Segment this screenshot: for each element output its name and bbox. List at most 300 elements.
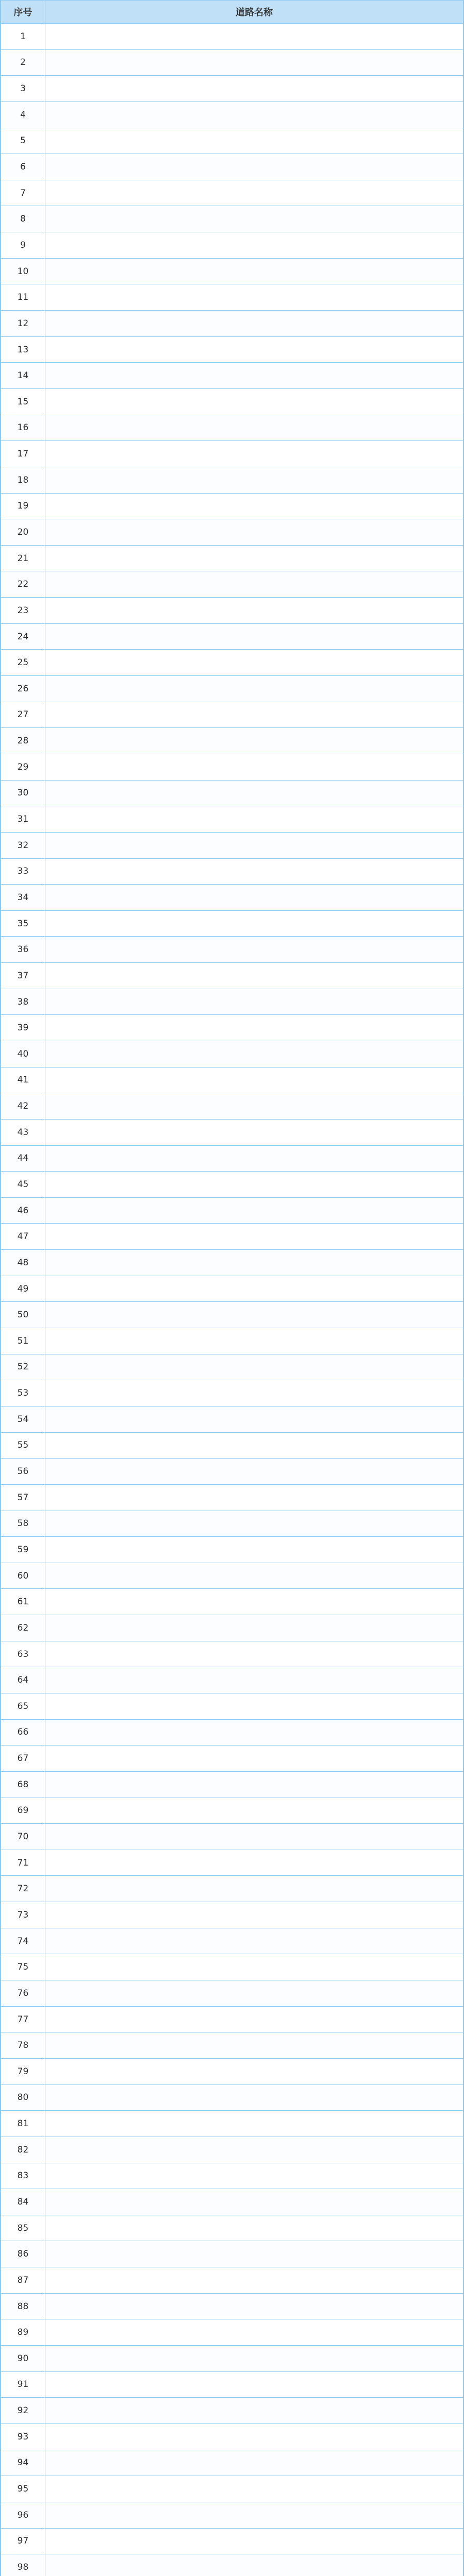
road-name xyxy=(45,2346,463,2372)
row-number: 93 xyxy=(1,2424,45,2450)
row-number: 58 xyxy=(1,1511,45,1537)
table-row xyxy=(1,1589,463,1615)
row-number: 85 xyxy=(1,2215,45,2241)
road-name xyxy=(45,154,463,180)
table-row xyxy=(1,1798,463,1824)
road-name xyxy=(45,2424,463,2450)
road-name xyxy=(45,1380,463,1406)
table-row xyxy=(1,1302,463,1328)
road-name xyxy=(45,1615,463,1641)
table-row xyxy=(1,2111,463,2137)
row-number: 84 xyxy=(1,2189,45,2215)
row-number: 22 xyxy=(1,571,45,598)
road-name xyxy=(45,1197,463,1224)
row-number: 89 xyxy=(1,2319,45,2346)
table-row xyxy=(1,2032,463,2059)
road-name xyxy=(45,1771,463,1798)
road-name xyxy=(45,806,463,833)
road-name xyxy=(45,937,463,963)
road-name xyxy=(45,728,463,754)
road-name xyxy=(45,2084,463,2111)
road-name xyxy=(45,1745,463,1772)
road-name xyxy=(45,415,463,441)
table-row xyxy=(1,1432,463,1459)
road-name xyxy=(45,1798,463,1824)
table-row xyxy=(1,2189,463,2215)
road-name xyxy=(45,1719,463,1745)
row-number: 15 xyxy=(1,388,45,415)
table-row xyxy=(1,284,463,311)
row-number: 52 xyxy=(1,1354,45,1380)
road-name xyxy=(45,1145,463,1172)
road-name xyxy=(45,2215,463,2241)
road-name xyxy=(45,1302,463,1328)
row-number: 4 xyxy=(1,101,45,128)
road-name xyxy=(45,2241,463,2267)
road-name xyxy=(45,493,463,519)
table-row xyxy=(1,806,463,833)
table-row xyxy=(1,1067,463,1093)
row-number: 88 xyxy=(1,2293,45,2319)
row-number: 5 xyxy=(1,128,45,154)
table-row xyxy=(1,1380,463,1406)
table-row xyxy=(1,1459,463,1485)
table-row xyxy=(1,2084,463,2111)
road-name xyxy=(45,1250,463,1276)
road-name xyxy=(45,76,463,102)
row-number: 42 xyxy=(1,1093,45,1120)
row-number: 2 xyxy=(1,49,45,76)
road-name xyxy=(45,2163,463,2189)
row-number: 14 xyxy=(1,363,45,389)
row-number: 98 xyxy=(1,2554,45,2576)
road-name xyxy=(45,1641,463,1667)
row-number: 60 xyxy=(1,1563,45,1589)
road-name xyxy=(45,1980,463,2007)
road-name xyxy=(45,2189,463,2215)
table-row xyxy=(1,2424,463,2450)
road-name xyxy=(45,258,463,284)
row-number: 6 xyxy=(1,154,45,180)
table-body xyxy=(1,24,463,2576)
table-row xyxy=(1,1354,463,1380)
table-row xyxy=(1,2215,463,2241)
road-name xyxy=(45,2554,463,2576)
table-row xyxy=(1,311,463,337)
road-name xyxy=(45,1511,463,1537)
table-row xyxy=(1,363,463,389)
table-row xyxy=(1,49,463,76)
row-number: 92 xyxy=(1,2398,45,2424)
row-number: 37 xyxy=(1,963,45,989)
table-row xyxy=(1,910,463,937)
header-road-name: 道路名称 xyxy=(45,1,463,24)
table-row xyxy=(1,467,463,493)
table-row xyxy=(1,388,463,415)
table-row xyxy=(1,2450,463,2476)
row-number: 45 xyxy=(1,1172,45,1198)
table-row xyxy=(1,2137,463,2163)
row-number: 29 xyxy=(1,754,45,780)
row-number: 72 xyxy=(1,1876,45,1902)
table-row xyxy=(1,1511,463,1537)
header-row xyxy=(1,1,463,24)
table-row xyxy=(1,1172,463,1198)
row-number: 75 xyxy=(1,1954,45,1980)
row-number: 53 xyxy=(1,1380,45,1406)
table-row xyxy=(1,1041,463,1067)
table-row xyxy=(1,101,463,128)
row-number: 80 xyxy=(1,2084,45,2111)
row-number: 21 xyxy=(1,545,45,571)
table-row xyxy=(1,2319,463,2346)
road-name xyxy=(45,1328,463,1354)
road-name xyxy=(45,519,463,546)
row-number: 63 xyxy=(1,1641,45,1667)
road-name xyxy=(45,623,463,650)
road-name xyxy=(45,598,463,624)
row-number: 41 xyxy=(1,1067,45,1093)
road-name xyxy=(45,336,463,363)
table-row xyxy=(1,858,463,885)
road-name xyxy=(45,1119,463,1145)
table-row xyxy=(1,1093,463,1120)
table-row xyxy=(1,2058,463,2084)
road-name xyxy=(45,832,463,858)
road-name xyxy=(45,1459,463,1485)
table-row xyxy=(1,519,463,546)
row-number: 54 xyxy=(1,1406,45,1432)
row-number: 51 xyxy=(1,1328,45,1354)
row-number: 97 xyxy=(1,2528,45,2554)
row-number: 90 xyxy=(1,2346,45,2372)
table-row xyxy=(1,1954,463,1980)
table-row xyxy=(1,1615,463,1641)
road-name xyxy=(45,206,463,232)
table-row xyxy=(1,2476,463,2502)
row-number: 47 xyxy=(1,1224,45,1250)
table-row xyxy=(1,1328,463,1354)
road-name xyxy=(45,284,463,311)
road-name xyxy=(45,2371,463,2398)
road-name xyxy=(45,1693,463,1720)
row-number: 94 xyxy=(1,2450,45,2476)
road-name xyxy=(45,1954,463,1980)
table-row xyxy=(1,2371,463,2398)
row-number: 35 xyxy=(1,910,45,937)
row-number: 16 xyxy=(1,415,45,441)
road-name xyxy=(45,441,463,467)
table-row xyxy=(1,650,463,676)
road-name xyxy=(45,311,463,337)
table-row xyxy=(1,1641,463,1667)
road-name xyxy=(45,1354,463,1380)
row-number: 87 xyxy=(1,2267,45,2294)
table-row xyxy=(1,206,463,232)
road-name xyxy=(45,2006,463,2032)
road-name xyxy=(45,754,463,780)
table-row xyxy=(1,1224,463,1250)
row-number: 31 xyxy=(1,806,45,833)
table-row xyxy=(1,1693,463,1720)
row-number: 64 xyxy=(1,1667,45,1693)
row-number: 50 xyxy=(1,1302,45,1328)
table-row xyxy=(1,1276,463,1302)
table-row xyxy=(1,2554,463,2576)
road-name xyxy=(45,910,463,937)
row-number: 86 xyxy=(1,2241,45,2267)
road-name xyxy=(45,1928,463,1954)
row-number: 1 xyxy=(1,24,45,50)
table-row xyxy=(1,232,463,259)
table-row xyxy=(1,1876,463,1902)
road-table xyxy=(1,0,463,2576)
table-row xyxy=(1,780,463,806)
table-row xyxy=(1,754,463,780)
road-name xyxy=(45,1093,463,1120)
table-row xyxy=(1,1719,463,1745)
road-name xyxy=(45,1902,463,1928)
table-row xyxy=(1,128,463,154)
road-name xyxy=(45,2267,463,2294)
table-row xyxy=(1,545,463,571)
table-row xyxy=(1,728,463,754)
row-number: 78 xyxy=(1,2032,45,2059)
row-number: 30 xyxy=(1,780,45,806)
road-name xyxy=(45,650,463,676)
table-row xyxy=(1,1902,463,1928)
road-name xyxy=(45,1589,463,1615)
row-number: 20 xyxy=(1,519,45,546)
row-number: 23 xyxy=(1,598,45,624)
row-number: 38 xyxy=(1,989,45,1015)
road-name xyxy=(45,1563,463,1589)
road-name xyxy=(45,1015,463,1041)
road-name xyxy=(45,676,463,702)
row-number: 43 xyxy=(1,1119,45,1145)
table-row xyxy=(1,1119,463,1145)
table-row xyxy=(1,1250,463,1276)
table-row xyxy=(1,571,463,598)
table-row xyxy=(1,1771,463,1798)
row-number: 11 xyxy=(1,284,45,311)
road-name xyxy=(45,180,463,206)
row-number: 73 xyxy=(1,1902,45,1928)
table-row xyxy=(1,76,463,102)
row-number: 32 xyxy=(1,832,45,858)
table-row xyxy=(1,2241,463,2267)
row-number: 67 xyxy=(1,1745,45,1772)
road-name xyxy=(45,1041,463,1067)
row-number: 62 xyxy=(1,1615,45,1641)
road-name xyxy=(45,24,463,50)
row-number: 46 xyxy=(1,1197,45,1224)
road-name xyxy=(45,2398,463,2424)
road-name xyxy=(45,467,463,493)
row-number: 18 xyxy=(1,467,45,493)
row-number: 81 xyxy=(1,2111,45,2137)
table-header xyxy=(1,1,463,24)
row-number: 39 xyxy=(1,1015,45,1041)
road-name xyxy=(45,963,463,989)
row-number: 95 xyxy=(1,2476,45,2502)
row-number: 76 xyxy=(1,1980,45,2007)
road-name xyxy=(45,1667,463,1693)
road-name xyxy=(45,2528,463,2554)
road-name xyxy=(45,780,463,806)
table-row xyxy=(1,1824,463,1850)
table-row xyxy=(1,415,463,441)
road-name xyxy=(45,1537,463,1563)
road-name xyxy=(45,571,463,598)
row-number: 55 xyxy=(1,1432,45,1459)
row-number: 17 xyxy=(1,441,45,467)
table-row xyxy=(1,1745,463,1772)
road-name xyxy=(45,1824,463,1850)
row-number: 83 xyxy=(1,2163,45,2189)
row-number: 77 xyxy=(1,2006,45,2032)
road-name xyxy=(45,2137,463,2163)
table-row xyxy=(1,258,463,284)
row-number: 70 xyxy=(1,1824,45,1850)
row-number: 66 xyxy=(1,1719,45,1745)
table-row xyxy=(1,1537,463,1563)
table-row xyxy=(1,963,463,989)
table-row xyxy=(1,180,463,206)
road-name xyxy=(45,2058,463,2084)
row-number: 40 xyxy=(1,1041,45,1067)
row-number: 26 xyxy=(1,676,45,702)
row-number: 12 xyxy=(1,311,45,337)
table-row xyxy=(1,1406,463,1432)
road-name xyxy=(45,49,463,76)
row-number: 96 xyxy=(1,2502,45,2528)
row-number: 49 xyxy=(1,1276,45,1302)
row-number: 9 xyxy=(1,232,45,259)
row-number: 36 xyxy=(1,937,45,963)
row-number: 10 xyxy=(1,258,45,284)
header-number: 序号 xyxy=(1,1,45,24)
row-number: 91 xyxy=(1,2371,45,2398)
road-name xyxy=(45,702,463,728)
road-name xyxy=(45,1067,463,1093)
table-row xyxy=(1,24,463,50)
table-row xyxy=(1,702,463,728)
road-name xyxy=(45,885,463,911)
table-row xyxy=(1,493,463,519)
table-row xyxy=(1,1980,463,2007)
table-row xyxy=(1,1667,463,1693)
row-number: 28 xyxy=(1,728,45,754)
table-row xyxy=(1,1197,463,1224)
table-row xyxy=(1,1015,463,1041)
table-row xyxy=(1,1145,463,1172)
table-row xyxy=(1,1563,463,1589)
row-number: 34 xyxy=(1,885,45,911)
row-number: 13 xyxy=(1,336,45,363)
row-number: 44 xyxy=(1,1145,45,1172)
row-number: 25 xyxy=(1,650,45,676)
road-name xyxy=(45,2111,463,2137)
row-number: 71 xyxy=(1,1850,45,1876)
table-row xyxy=(1,676,463,702)
table-row xyxy=(1,2006,463,2032)
row-number: 19 xyxy=(1,493,45,519)
road-name xyxy=(45,2293,463,2319)
row-number: 8 xyxy=(1,206,45,232)
table-row xyxy=(1,623,463,650)
road-name xyxy=(45,1276,463,1302)
row-number: 82 xyxy=(1,2137,45,2163)
row-number: 56 xyxy=(1,1459,45,1485)
row-number: 3 xyxy=(1,76,45,102)
road-name xyxy=(45,1406,463,1432)
table-row xyxy=(1,2502,463,2528)
road-name xyxy=(45,1224,463,1250)
road-name xyxy=(45,2319,463,2346)
row-number: 7 xyxy=(1,180,45,206)
road-name xyxy=(45,388,463,415)
table-row xyxy=(1,2346,463,2372)
road-name xyxy=(45,1484,463,1511)
road-name xyxy=(45,1876,463,1902)
road-name xyxy=(45,2502,463,2528)
row-number: 68 xyxy=(1,1771,45,1798)
row-number: 33 xyxy=(1,858,45,885)
table-row xyxy=(1,832,463,858)
row-number: 65 xyxy=(1,1693,45,1720)
table-row xyxy=(1,154,463,180)
table-row xyxy=(1,336,463,363)
table-row xyxy=(1,937,463,963)
road-name xyxy=(45,989,463,1015)
table-row xyxy=(1,2528,463,2554)
road-name xyxy=(45,2476,463,2502)
table-row xyxy=(1,598,463,624)
row-number: 74 xyxy=(1,1928,45,1954)
row-number: 61 xyxy=(1,1589,45,1615)
table-row xyxy=(1,1928,463,1954)
table-row xyxy=(1,2267,463,2294)
road-name xyxy=(45,363,463,389)
table-row xyxy=(1,1850,463,1876)
road-name xyxy=(45,2450,463,2476)
table-row xyxy=(1,2398,463,2424)
table-row xyxy=(1,2163,463,2189)
road-name xyxy=(45,101,463,128)
road-name xyxy=(45,545,463,571)
table-row xyxy=(1,885,463,911)
road-name xyxy=(45,1850,463,1876)
road-name xyxy=(45,1432,463,1459)
row-number: 57 xyxy=(1,1484,45,1511)
road-name xyxy=(45,1172,463,1198)
road-name xyxy=(45,2032,463,2059)
row-number: 24 xyxy=(1,623,45,650)
row-number: 79 xyxy=(1,2058,45,2084)
road-name xyxy=(45,128,463,154)
row-number: 59 xyxy=(1,1537,45,1563)
table-row xyxy=(1,441,463,467)
table-row xyxy=(1,989,463,1015)
road-name xyxy=(45,858,463,885)
row-number: 27 xyxy=(1,702,45,728)
road-name xyxy=(45,232,463,259)
table-row xyxy=(1,2293,463,2319)
row-number: 69 xyxy=(1,1798,45,1824)
row-number: 48 xyxy=(1,1250,45,1276)
table-row xyxy=(1,1484,463,1511)
